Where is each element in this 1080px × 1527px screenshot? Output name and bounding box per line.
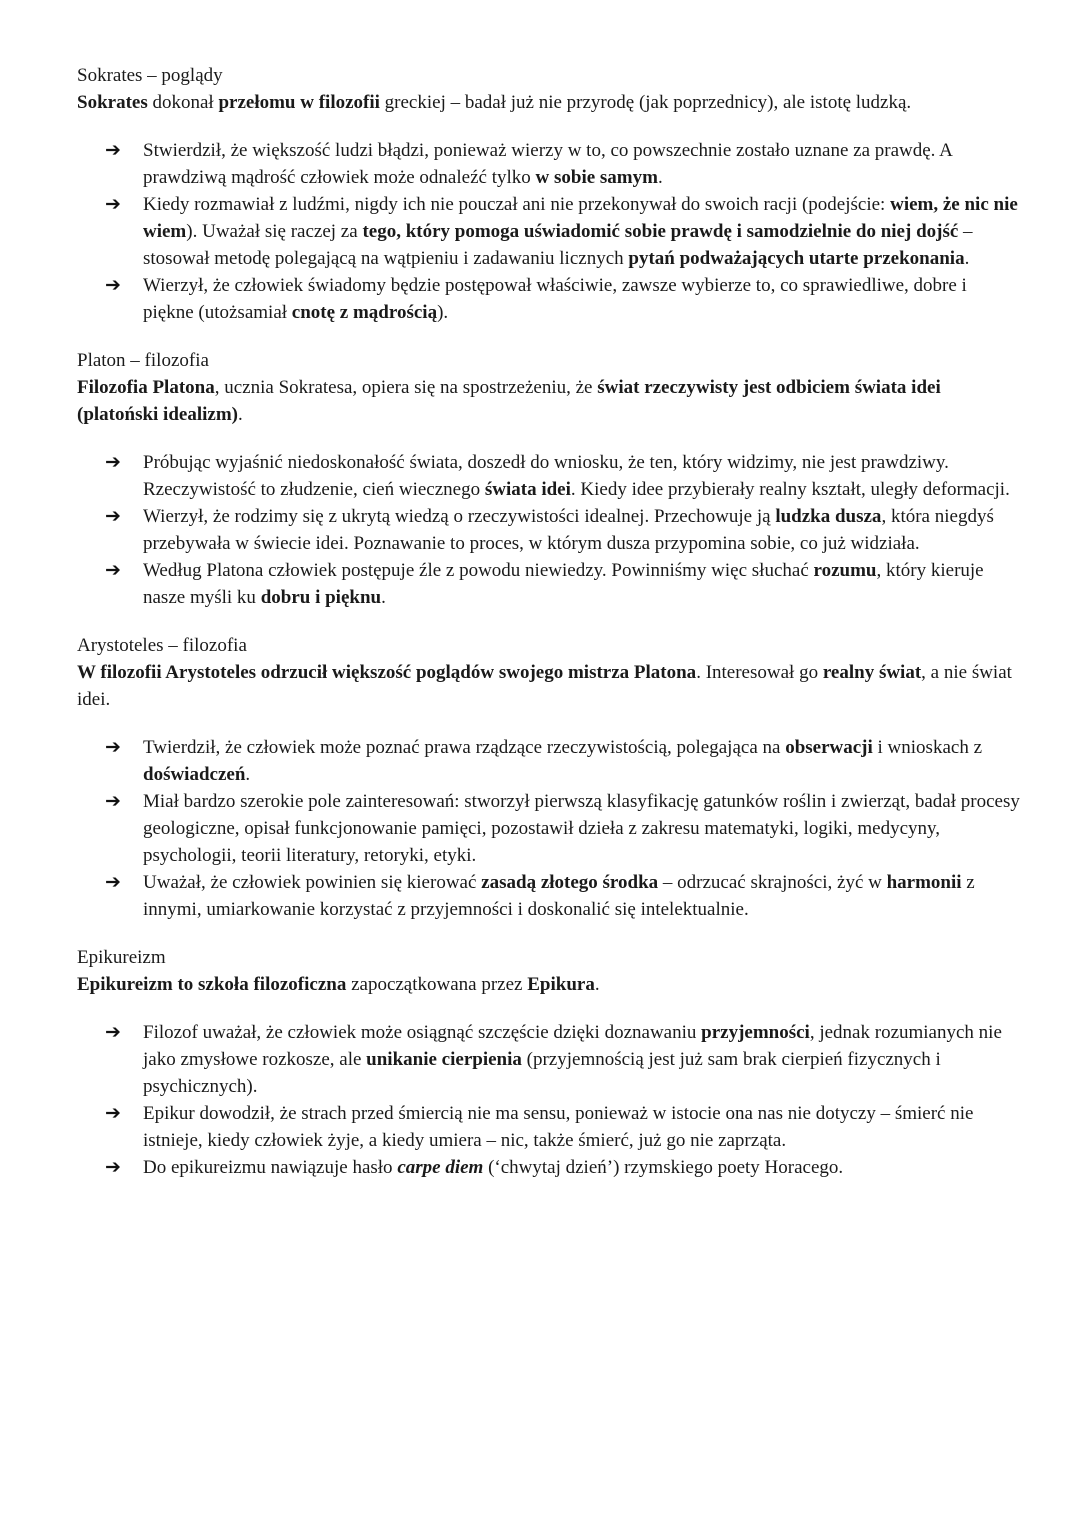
text-run: . — [964, 248, 970, 269]
text-run: ). — [437, 302, 449, 323]
section-title: Platon – filozofia — [77, 350, 209, 371]
bullet-list — [77, 734, 1022, 923]
bold-text: w sobie samym — [535, 167, 658, 188]
list-item-text — [143, 872, 975, 920]
list-item — [77, 1154, 1022, 1181]
arrow-bullet-icon: ➔ — [105, 1021, 121, 1043]
bold-text: pytań podważających utarte przekonania — [628, 248, 965, 269]
section-intro — [77, 659, 1022, 713]
arrow-bullet-icon: ➔ — [105, 736, 121, 758]
bold-text: Filozofia Platona — [77, 377, 215, 398]
list-item-text — [143, 452, 1010, 500]
bold-text: dobru i pięknu — [260, 587, 382, 608]
text-run: ). Uważał się raczej za — [186, 221, 363, 242]
bold-text: świata idei — [484, 479, 571, 500]
bold-text: tego, który pomoga uświadomić sobie prawdę i samodzielnie do niej dojść — [362, 221, 959, 242]
section-title: Epikureizm — [77, 947, 166, 968]
bold-text: W filozofii Arystoteles odrzucił większość poglądów swojego mistrza Platona — [77, 662, 697, 683]
document-content — [77, 62, 1022, 1202]
list-item — [77, 788, 1022, 869]
list-item — [77, 1019, 1022, 1100]
bold-text: wiem, że nic nie wiem — [143, 194, 1018, 242]
text-run: . — [245, 764, 251, 785]
list-item — [77, 869, 1022, 923]
text-run: Miał bardzo szerokie pole zainteresowań: stworzył pierwszą klasyfikację gatunków roślin i zwierząt, badał procesy geologiczne, opisał funkcjonowanie pamięci, pozostawił dzieła z zakresu matematyki, logiki, medycyny, psychologii, teorii literatury, retoryki, etyki. — [143, 791, 1020, 866]
section-sokrates — [77, 62, 1022, 326]
text-run: Wierzył, że rodzimy się z ukrytą wiedzą o rzeczywistości idealnej. Przechowuje ją — [143, 506, 776, 527]
list-item-text — [143, 1157, 843, 1178]
section-intro — [77, 89, 1022, 116]
arrow-bullet-icon: ➔ — [105, 1102, 121, 1124]
bold-text: doświadczeń — [143, 764, 246, 785]
section-platon — [77, 347, 1022, 611]
text-run: – stosował metodę polegającą na wątpieniu i zadawaniu licznych — [143, 221, 973, 269]
bold-text: unikanie cierpienia — [366, 1049, 522, 1070]
bold-text: świat rzeczywisty jest odbiciem świata idei (platoński idealizm) — [77, 377, 941, 425]
bold-text: przełomu w filozofii — [218, 92, 380, 113]
section-intro — [77, 971, 1022, 998]
text-run: zapoczątkowana przez — [346, 974, 528, 995]
list-item — [77, 137, 1022, 191]
bold-text: cnotę z mądrością — [291, 302, 438, 323]
text-run: Epikur dowodził, że strach przed śmiercią nie ma sensu, ponieważ w istocie ona nas nie dotyczy – śmierć nie istnieje, kiedy człowiek żyje, a kiedy umiera – nic, także śmierć, już go nie zaprząta. — [143, 1103, 974, 1151]
list-item — [77, 191, 1022, 272]
bullet-list — [77, 137, 1022, 326]
text-run: . — [594, 974, 600, 995]
list-item-text — [143, 275, 967, 323]
bold-text: harmonii — [886, 872, 962, 893]
section-intro — [77, 374, 1022, 428]
bullet-list — [77, 449, 1022, 611]
text-run: . Interesował go — [696, 662, 823, 683]
text-run: . — [237, 404, 243, 425]
text-run: z innymi, umiarkowanie korzystać z przyjemności i doskonalić się intelektualnie. — [143, 872, 975, 920]
arrow-bullet-icon: ➔ — [105, 193, 121, 215]
list-item-text — [143, 560, 984, 608]
list-item — [77, 449, 1022, 503]
text-run: Według Platona człowiek postępuje źle z powodu niewiedzy. Powinniśmy więc słuchać — [143, 560, 814, 581]
bold-text: zasadą złotego środka — [481, 872, 659, 893]
text-run: (przyjemnością jest już sam brak cierpień fizycznych i psychicznych). — [143, 1049, 941, 1097]
text-run: greckiej – badał już nie przyrodę (jak poprzednicy), ale istotę ludzką. — [379, 92, 912, 113]
text-run: , która niegdyś przebywała w świecie idei. Poznawanie to proces, w którym dusza przypomina sobie, co już widziała. — [143, 506, 994, 554]
arrow-bullet-icon: ➔ — [105, 1156, 121, 1178]
list-item-text — [143, 506, 994, 554]
list-item — [77, 557, 1022, 611]
arrow-bullet-icon: ➔ — [105, 274, 121, 296]
list-item-text — [143, 737, 982, 785]
arrow-bullet-icon: ➔ — [105, 559, 121, 581]
text-run: , który kieruje nasze myśli ku — [143, 560, 984, 608]
text-run: Uważał, że człowiek powinien się kierować — [143, 872, 482, 893]
bullet-list — [77, 1019, 1022, 1181]
text-run: Próbując wyjaśnić niedoskonałość świata, doszedł do wniosku, że ten, który widzimy, nie jest prawdziwy. Rzeczywistość to złudzenie, cień wiecznego — [143, 452, 949, 500]
text-run: (‘chwytaj dzień’) rzymskiego poety Horacego. — [483, 1157, 844, 1178]
list-item — [77, 272, 1022, 326]
text-run: Wierzył, że człowiek świadomy będzie postępował właściwie, zawsze wybierze to, co sprawiedliwe, dobre i piękne (utożsamiał — [143, 275, 967, 323]
arrow-bullet-icon: ➔ — [105, 139, 121, 161]
section-arystoteles — [77, 632, 1022, 923]
list-item-text — [143, 194, 1018, 269]
arrow-bullet-icon: ➔ — [105, 451, 121, 473]
section-epikureizm — [77, 944, 1022, 1181]
text-run: Do epikureizmu nawiązuje hasło — [143, 1157, 398, 1178]
section-title: Sokrates – poglądy — [77, 65, 223, 86]
arrow-bullet-icon: ➔ — [105, 790, 121, 812]
bold-text: przyjemności — [701, 1022, 810, 1043]
bold-text: ludzka dusza — [775, 506, 882, 527]
text-run: i wnioskach z — [872, 737, 983, 758]
text-run: Kiedy rozmawiał z ludźmi, nigdy ich nie pouczał ani nie przekonywał do swoich racji (podejście: — [143, 194, 891, 215]
bold-text: carpe diem — [397, 1157, 484, 1178]
text-run: . Kiedy idee przybierały realny kształt, uległy deformacji. — [570, 479, 1010, 500]
list-item — [77, 503, 1022, 557]
bold-text: Epikura — [527, 974, 595, 995]
text-run: Stwierdził, że większość ludzi błądzi, ponieważ wierzy w to, co powszechnie zostało uznane za prawdę. A prawdziwą mądrość człowiek może odnaleźć tylko — [143, 140, 952, 188]
list-item — [77, 734, 1022, 788]
bold-text: obserwacji — [785, 737, 873, 758]
bold-text: rozumu — [813, 560, 877, 581]
section-title: Arystoteles – filozofia — [77, 635, 247, 656]
text-run: Filozof uważał, że człowiek może osiągnąć szczęście dzięki doznawaniu — [143, 1022, 702, 1043]
list-item — [77, 1100, 1022, 1154]
text-run: , a nie świat idei. — [77, 662, 1012, 710]
text-run: . — [381, 587, 386, 608]
arrow-bullet-icon: ➔ — [105, 871, 121, 893]
list-item-text — [143, 1103, 973, 1151]
arrow-bullet-icon: ➔ — [105, 505, 121, 527]
text-run: dokonał — [147, 92, 219, 113]
text-run: – odrzucać skrajności, żyć w — [658, 872, 887, 893]
text-run: , jednak rozumianych nie jako zmysłowe rozkosze, ale — [143, 1022, 1002, 1070]
text-run: Twierdził, że człowiek może poznać prawa rządzące rzeczywistością, polegająca na — [143, 737, 786, 758]
list-item-text — [143, 1022, 1002, 1097]
bold-text: realny świat — [822, 662, 922, 683]
list-item-text — [143, 140, 952, 188]
bold-text: Sokrates — [77, 92, 148, 113]
text-run: . — [657, 167, 663, 188]
list-item-text — [143, 791, 1020, 866]
text-run: , ucznia Sokratesa, opiera się na spostrzeżeniu, że — [214, 377, 598, 398]
bold-text: Epikureizm to szkoła filozoficzna — [77, 974, 347, 995]
